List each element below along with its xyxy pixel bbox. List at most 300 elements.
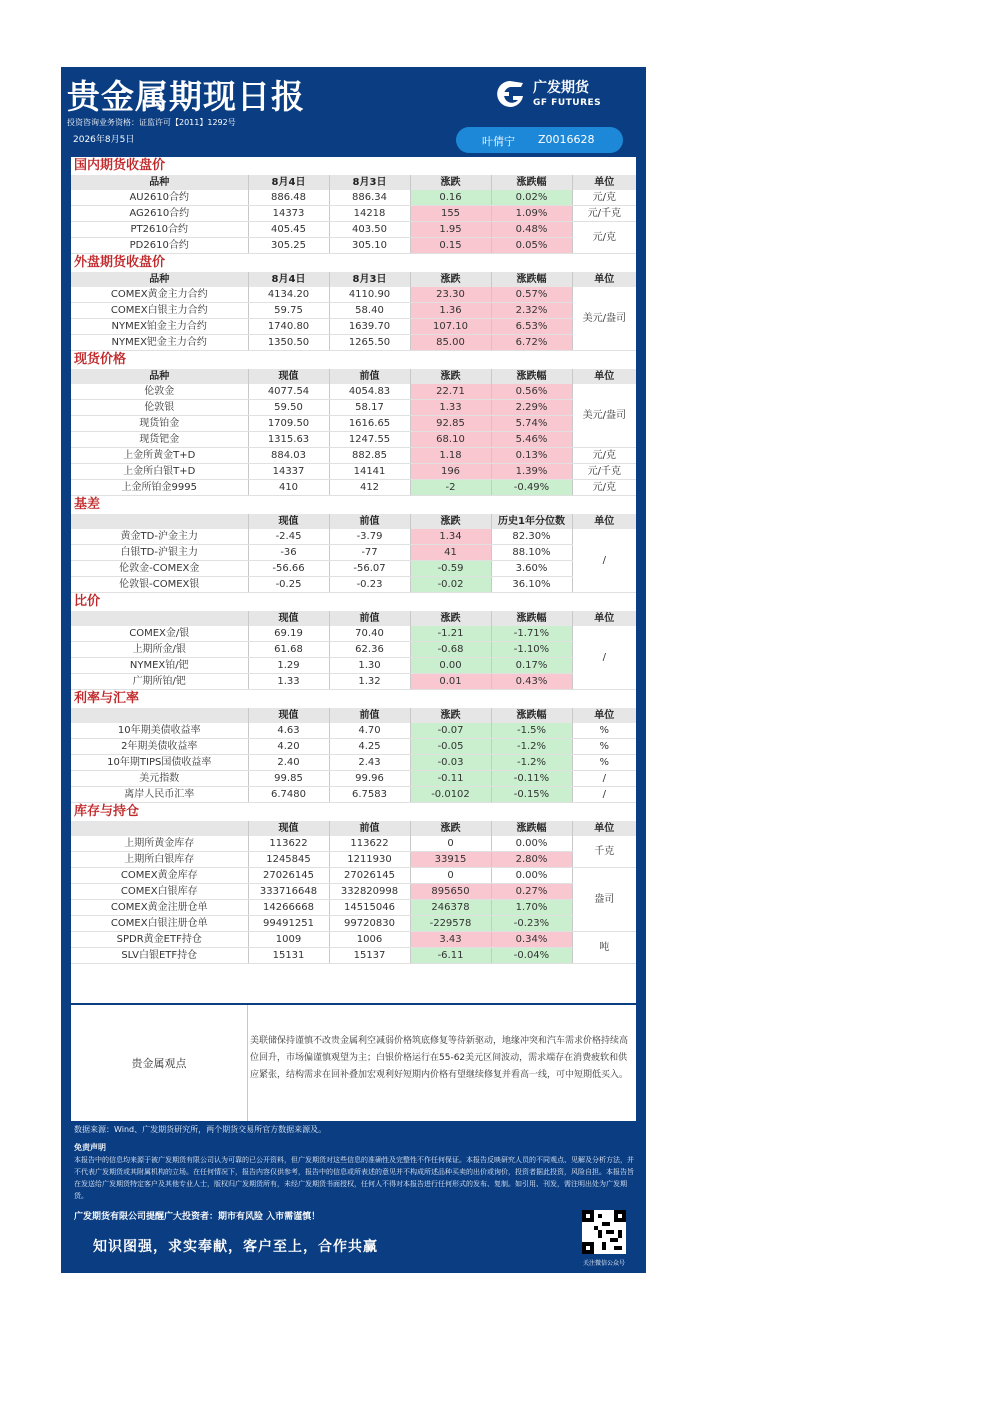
row-label: NYMEX铂/钯 — [71, 658, 248, 674]
column-header: 单位 — [572, 175, 636, 190]
column-header: 8月3日 — [329, 175, 410, 190]
column-header: 前值 — [329, 821, 410, 836]
section-title-row — [71, 254, 636, 273]
section-title-row — [71, 690, 636, 709]
table-cell: -0.03 — [410, 755, 491, 771]
table-row — [71, 222, 636, 238]
column-header-row — [71, 708, 636, 723]
gf-futures-logo — [493, 77, 603, 113]
row-label: 10年期美债收益率 — [71, 723, 248, 739]
table-row — [71, 771, 636, 787]
table-cell: 0.05% — [491, 238, 572, 254]
table-cell: 85.00 — [410, 335, 491, 351]
qualification-text: 投资咨询业务资格：证监许可【2011】1292号 — [67, 118, 236, 127]
section-title-row — [71, 496, 636, 515]
unit-cell: / — [572, 529, 636, 593]
column-header: 涨跌幅 — [491, 708, 572, 723]
row-label: COMEX金/银 — [71, 626, 248, 642]
table-cell: -0.07 — [410, 723, 491, 739]
row-label: 美元指数 — [71, 771, 248, 787]
table-cell: 4077.54 — [248, 384, 329, 400]
unit-cell: 千克 — [572, 836, 636, 868]
table-cell: -56.07 — [329, 561, 410, 577]
table-cell: 1006 — [329, 932, 410, 948]
table-row — [71, 384, 636, 400]
section-title-row — [71, 593, 636, 612]
observation-label: 贵金属观点 — [71, 1005, 248, 1121]
table-cell: -0.11 — [410, 771, 491, 787]
table-cell: 33915 — [410, 852, 491, 868]
table-row — [71, 400, 636, 416]
table-cell: 0 — [410, 868, 491, 884]
table-cell: 2.80% — [491, 852, 572, 868]
column-header: 品种 — [71, 369, 248, 384]
data-table — [71, 157, 636, 964]
row-label: 现货钯金 — [71, 432, 248, 448]
table-cell: -1.5% — [491, 723, 572, 739]
row-label: COMEX白银主力合约 — [71, 303, 248, 319]
table-cell: -0.02 — [410, 577, 491, 593]
column-header: 涨跌幅 — [491, 611, 572, 626]
table-row — [71, 739, 636, 755]
table-cell: -0.23% — [491, 916, 572, 932]
column-header: 涨跌 — [410, 175, 491, 190]
column-header: 前值 — [329, 611, 410, 626]
table-cell: -0.05 — [410, 739, 491, 755]
unit-cell: 元/克 — [572, 480, 636, 496]
table-cell: 113622 — [329, 836, 410, 852]
column-header: 单位 — [572, 514, 636, 529]
table-cell: 1616.65 — [329, 416, 410, 432]
row-label: 10年期TIPS国债收益率 — [71, 755, 248, 771]
row-label: SPDR黄金ETF持仓 — [71, 932, 248, 948]
column-header: 现值 — [248, 611, 329, 626]
row-label: 黄金TD-沪金主力 — [71, 529, 248, 545]
section-title-row — [71, 803, 636, 822]
table-cell: 0.00 — [410, 658, 491, 674]
table-cell: -0.49% — [491, 480, 572, 496]
table-cell: -56.66 — [248, 561, 329, 577]
unit-cell: 美元/盎司 — [572, 384, 636, 448]
table-cell: 410 — [248, 480, 329, 496]
table-cell: 99.85 — [248, 771, 329, 787]
column-header: 前值 — [329, 708, 410, 723]
table-cell: 0.27% — [491, 884, 572, 900]
table-row — [71, 416, 636, 432]
table-cell: 0.48% — [491, 222, 572, 238]
row-label: COMEX白银库存 — [71, 884, 248, 900]
column-header: 现值 — [248, 821, 329, 836]
table-row — [71, 723, 636, 739]
column-header: 涨跌幅 — [491, 821, 572, 836]
table-cell: 3.60% — [491, 561, 572, 577]
table-cell: 1265.50 — [329, 335, 410, 351]
table-cell: 886.34 — [329, 190, 410, 206]
table-row — [71, 852, 636, 868]
observation-box — [71, 1005, 636, 1121]
table-cell: 2.32% — [491, 303, 572, 319]
column-header: 涨跌 — [410, 272, 491, 287]
table-cell: 6.72% — [491, 335, 572, 351]
table-cell: 305.25 — [248, 238, 329, 254]
unit-cell: % — [572, 723, 636, 739]
table-cell: 36.10% — [491, 577, 572, 593]
table-cell: 69.19 — [248, 626, 329, 642]
table-cell: 1247.55 — [329, 432, 410, 448]
table-cell: -2 — [410, 480, 491, 496]
column-header: 8月4日 — [248, 272, 329, 287]
table-cell: 15131 — [248, 948, 329, 964]
table-cell: 4134.20 — [248, 287, 329, 303]
column-header: 品种 — [71, 272, 248, 287]
table-cell: 6.7480 — [248, 787, 329, 803]
unit-cell: / — [572, 626, 636, 690]
column-header — [71, 514, 248, 529]
row-label: COMEX黄金注册仓单 — [71, 900, 248, 916]
unit-cell: 盎司 — [572, 868, 636, 932]
column-header: 前值 — [329, 514, 410, 529]
table-cell: 0.13% — [491, 448, 572, 464]
table-cell: -0.04% — [491, 948, 572, 964]
table-cell: 895650 — [410, 884, 491, 900]
table-cell: -77 — [329, 545, 410, 561]
row-label: 离岸人民币汇率 — [71, 787, 248, 803]
table-row — [71, 448, 636, 464]
table-cell: 4.20 — [248, 739, 329, 755]
column-header-row — [71, 175, 636, 190]
table-cell: 5.46% — [491, 432, 572, 448]
row-label: AU2610合约 — [71, 190, 248, 206]
section-title: 库存与持仓 — [74, 804, 140, 819]
column-header: 历史1年分位数 — [491, 514, 572, 529]
column-header: 现值 — [248, 514, 329, 529]
table-row — [71, 238, 636, 254]
column-header — [71, 708, 248, 723]
table-cell: 14337 — [248, 464, 329, 480]
table-cell: 4.63 — [248, 723, 329, 739]
logo-chinese-name: 广发期货 — [533, 80, 589, 96]
table-cell: -2.45 — [248, 529, 329, 545]
table-row — [71, 787, 636, 803]
table-cell: 2.43 — [329, 755, 410, 771]
table-cell: 405.45 — [248, 222, 329, 238]
table-cell: 113622 — [248, 836, 329, 852]
row-label: 伦敦金 — [71, 384, 248, 400]
table-cell: -0.59 — [410, 561, 491, 577]
table-cell: 1.29 — [248, 658, 329, 674]
table-cell: 99720830 — [329, 916, 410, 932]
table-cell: 4.25 — [329, 739, 410, 755]
table-cell: -229578 — [410, 916, 491, 932]
table-cell: 0.02% — [491, 190, 572, 206]
table-cell: -6.11 — [410, 948, 491, 964]
row-label: NYMEX钯金主力合约 — [71, 335, 248, 351]
row-label: COMEX黄金库存 — [71, 868, 248, 884]
row-label: 上金所黄金T+D — [71, 448, 248, 464]
row-label: 广期所铂/钯 — [71, 674, 248, 690]
column-header — [71, 611, 248, 626]
data-panel — [71, 157, 636, 1003]
table-cell: 14515046 — [329, 900, 410, 916]
row-label: 伦敦银-COMEX银 — [71, 577, 248, 593]
table-cell: 882.85 — [329, 448, 410, 464]
row-label: 2年期美债收益率 — [71, 739, 248, 755]
table-cell: 59.50 — [248, 400, 329, 416]
table-row — [71, 480, 636, 496]
wechat-qr-code — [582, 1210, 626, 1254]
column-header: 单位 — [572, 611, 636, 626]
section-title: 现货价格 — [74, 352, 127, 367]
table-cell: 1.33 — [248, 674, 329, 690]
table-cell: 1245845 — [248, 852, 329, 868]
row-label: COMEX白银注册仓单 — [71, 916, 248, 932]
table-cell: 332820998 — [329, 884, 410, 900]
row-label: 白银TD-沪银主力 — [71, 545, 248, 561]
table-cell: 0.56% — [491, 384, 572, 400]
table-cell: 0.16 — [410, 190, 491, 206]
table-cell: 27026145 — [248, 868, 329, 884]
table-cell: -1.2% — [491, 739, 572, 755]
row-label: PT2610合约 — [71, 222, 248, 238]
unit-cell: 元/千克 — [572, 206, 636, 222]
table-cell: 14266668 — [248, 900, 329, 916]
table-cell: -36 — [248, 545, 329, 561]
table-cell: -0.68 — [410, 642, 491, 658]
row-label: SLV白银ETF持仓 — [71, 948, 248, 964]
table-row — [71, 335, 636, 351]
table-row — [71, 884, 636, 900]
table-cell: 0.17% — [491, 658, 572, 674]
table-row — [71, 561, 636, 577]
row-label: 上期所白银库存 — [71, 852, 248, 868]
row-label: 上期所黄金库存 — [71, 836, 248, 852]
table-cell: -0.23 — [329, 577, 410, 593]
column-header: 涨跌 — [410, 369, 491, 384]
table-row — [71, 674, 636, 690]
table-cell: -1.2% — [491, 755, 572, 771]
table-cell: 1.33 — [410, 400, 491, 416]
row-label: COMEX黄金主力合约 — [71, 287, 248, 303]
column-header: 涨跌 — [410, 708, 491, 723]
table-cell: -0.25 — [248, 577, 329, 593]
table-row — [71, 432, 636, 448]
qr-caption: 关注微信公众号 — [582, 1260, 625, 1267]
qr-code-icon — [582, 1210, 626, 1254]
column-header: 单位 — [572, 369, 636, 384]
table-row — [71, 287, 636, 303]
table-row — [71, 642, 636, 658]
table-cell: 70.40 — [329, 626, 410, 642]
table-cell: 1315.63 — [248, 432, 329, 448]
author-license: Z0016628 — [538, 133, 595, 146]
unit-cell: 元/克 — [572, 448, 636, 464]
table-row — [71, 626, 636, 642]
table-cell: -1.71% — [491, 626, 572, 642]
table-cell: 1.32 — [329, 674, 410, 690]
table-row — [71, 529, 636, 545]
table-cell: -0.11% — [491, 771, 572, 787]
column-header: 现值 — [248, 369, 329, 384]
section-title: 利率与汇率 — [74, 691, 140, 706]
table-row — [71, 916, 636, 932]
table-cell: 5.74% — [491, 416, 572, 432]
table-row — [71, 319, 636, 335]
table-cell: 62.36 — [329, 642, 410, 658]
author-name: 叶倩宁 — [482, 135, 515, 148]
table-cell: 92.85 — [410, 416, 491, 432]
table-cell: -0.15% — [491, 787, 572, 803]
table-cell: -1.10% — [491, 642, 572, 658]
table-cell: 59.75 — [248, 303, 329, 319]
observation-text: 美联储保持谨慎不改贵金属利空减弱价格筑底修复等待新驱动，地缘冲突和汽车需求价格持续高位回升，市场偏谨慎观望为主；白银价格运行在55-62美元区间波动，需求端存在消费疲软和供应紧张，结构需求在回补叠加宏观利好短期内价格有望继续修复并看高一线，可中短期低买入。 — [250, 1036, 629, 1080]
table-cell: 99491251 — [248, 916, 329, 932]
table-cell: 0.43% — [491, 674, 572, 690]
column-header: 品种 — [71, 175, 248, 190]
table-cell: 155 — [410, 206, 491, 222]
table-cell: 1.09% — [491, 206, 572, 222]
table-cell: 412 — [329, 480, 410, 496]
section-title: 基差 — [74, 497, 101, 512]
table-cell: 4.70 — [329, 723, 410, 739]
section-title-row — [71, 157, 636, 175]
column-header — [71, 821, 248, 836]
table-cell: 0.00% — [491, 868, 572, 884]
column-header: 单位 — [572, 821, 636, 836]
table-cell: 403.50 — [329, 222, 410, 238]
disclaimer-text: 本报告中的信息均来源于被广发期货有限公司认为可靠的已公开资料，但广发期货对这些信息的准确性及完整性不作任何保证。本报告反映研究人员的不同观点、见解及分析方法，并不代表广发期货或其附属机构的立场。在任何情况下，报告内容仅供参考，报告中的信息或所表述的意见并不构成所述品种买卖的出价或询价，投资者据此投资，风险自担。本报告旨在发送给广发期货特定客户及其他专业人士，版权归广发期货所有，未经广发期货书面授权，任何人不得对本报告进行任何形式的发布、复制。如引用、刊发，需注明出处为广发期货。 — [74, 1156, 634, 1200]
unit-cell: % — [572, 755, 636, 771]
table-cell: 0.00% — [491, 836, 572, 852]
table-cell: 1639.70 — [329, 319, 410, 335]
unit-cell: % — [572, 739, 636, 755]
section-title: 国内期货收盘价 — [74, 158, 166, 173]
table-cell: 196 — [410, 464, 491, 480]
table-cell: 305.10 — [329, 238, 410, 254]
column-header: 涨跌幅 — [491, 369, 572, 384]
column-header: 涨跌 — [410, 514, 491, 529]
unit-cell: 美元/盎司 — [572, 287, 636, 351]
risk-tip: 广发期货有限公司提醒广大投资者：期市有风险 入市需谨慎！ — [74, 1212, 321, 1222]
author-badge — [456, 127, 623, 153]
column-header: 单位 — [572, 708, 636, 723]
row-label: 伦敦银 — [71, 400, 248, 416]
table-cell: 1.18 — [410, 448, 491, 464]
table-row — [71, 545, 636, 561]
table-row — [71, 190, 636, 206]
table-cell: 1.30 — [329, 658, 410, 674]
table-cell: 0 — [410, 836, 491, 852]
column-header: 现值 — [248, 708, 329, 723]
column-header-row — [71, 514, 636, 529]
table-cell: 99.96 — [329, 771, 410, 787]
row-label: 现货铂金 — [71, 416, 248, 432]
column-header-row — [71, 369, 636, 384]
gf-logo-icon — [493, 79, 527, 109]
table-cell: 1740.80 — [248, 319, 329, 335]
table-cell: 23.30 — [410, 287, 491, 303]
report-date: 2026年8月5日 — [73, 135, 135, 145]
table-cell: 88.10% — [491, 545, 572, 561]
table-cell: 15137 — [329, 948, 410, 964]
column-header-row — [71, 821, 636, 836]
column-header: 涨跌 — [410, 611, 491, 626]
table-cell: 14141 — [329, 464, 410, 480]
table-row — [71, 868, 636, 884]
table-cell: 2.40 — [248, 755, 329, 771]
table-cell: 1211930 — [329, 852, 410, 868]
table-cell: 3.43 — [410, 932, 491, 948]
table-cell: 6.53% — [491, 319, 572, 335]
table-cell: 58.40 — [329, 303, 410, 319]
unit-cell: 元/克 — [572, 190, 636, 206]
table-row — [71, 900, 636, 916]
row-label: NYMEX铂金主力合约 — [71, 319, 248, 335]
table-row — [71, 577, 636, 593]
table-cell: 0.34% — [491, 932, 572, 948]
table-cell: 886.48 — [248, 190, 329, 206]
section-title-row — [71, 351, 636, 370]
row-label: 伦敦金-COMEX金 — [71, 561, 248, 577]
company-slogan: 知识图强，求实奉献，客户至上，合作共赢 — [93, 1239, 378, 1255]
table-cell: 107.10 — [410, 319, 491, 335]
table-cell: 4054.83 — [329, 384, 410, 400]
table-cell: 41 — [410, 545, 491, 561]
table-row — [71, 932, 636, 948]
section-title: 外盘期货收盘价 — [74, 255, 166, 270]
unit-cell: / — [572, 787, 636, 803]
table-cell: 14218 — [329, 206, 410, 222]
table-cell: 0.15 — [410, 238, 491, 254]
table-row — [71, 948, 636, 964]
column-header: 涨跌幅 — [491, 175, 572, 190]
table-cell: -1.21 — [410, 626, 491, 642]
table-cell: -3.79 — [329, 529, 410, 545]
row-label: 上期所金/银 — [71, 642, 248, 658]
column-header: 涨跌幅 — [491, 272, 572, 287]
table-cell: 0.57% — [491, 287, 572, 303]
table-cell: 884.03 — [248, 448, 329, 464]
report-title: 贵金属期现日报 — [67, 77, 305, 116]
table-cell: 1009 — [248, 932, 329, 948]
row-label: 上金所白银T+D — [71, 464, 248, 480]
table-cell: 1.36 — [410, 303, 491, 319]
column-header: 单位 — [572, 272, 636, 287]
unit-cell: 吨 — [572, 932, 636, 964]
row-label: AG2610合约 — [71, 206, 248, 222]
table-cell: 82.30% — [491, 529, 572, 545]
table-cell: 333716648 — [248, 884, 329, 900]
data-source: 数据来源：Wind、广发期货研究所，两个期货交易所官方数据来源及。 — [74, 1125, 327, 1134]
table-cell: -0.0102 — [410, 787, 491, 803]
unit-cell: 元/千克 — [572, 464, 636, 480]
table-cell: 4110.90 — [329, 287, 410, 303]
table-row — [71, 755, 636, 771]
table-cell: 27026145 — [329, 868, 410, 884]
table-cell: 1.34 — [410, 529, 491, 545]
table-cell: 61.68 — [248, 642, 329, 658]
table-cell: 246378 — [410, 900, 491, 916]
table-cell: 58.17 — [329, 400, 410, 416]
table-cell: 22.71 — [410, 384, 491, 400]
table-cell: 6.7583 — [329, 787, 410, 803]
column-header-row — [71, 611, 636, 626]
table-cell: 1.39% — [491, 464, 572, 480]
table-row — [71, 303, 636, 319]
table-cell: 1709.50 — [248, 416, 329, 432]
table-row — [71, 464, 636, 480]
column-header: 前值 — [329, 369, 410, 384]
table-cell: 1.95 — [410, 222, 491, 238]
